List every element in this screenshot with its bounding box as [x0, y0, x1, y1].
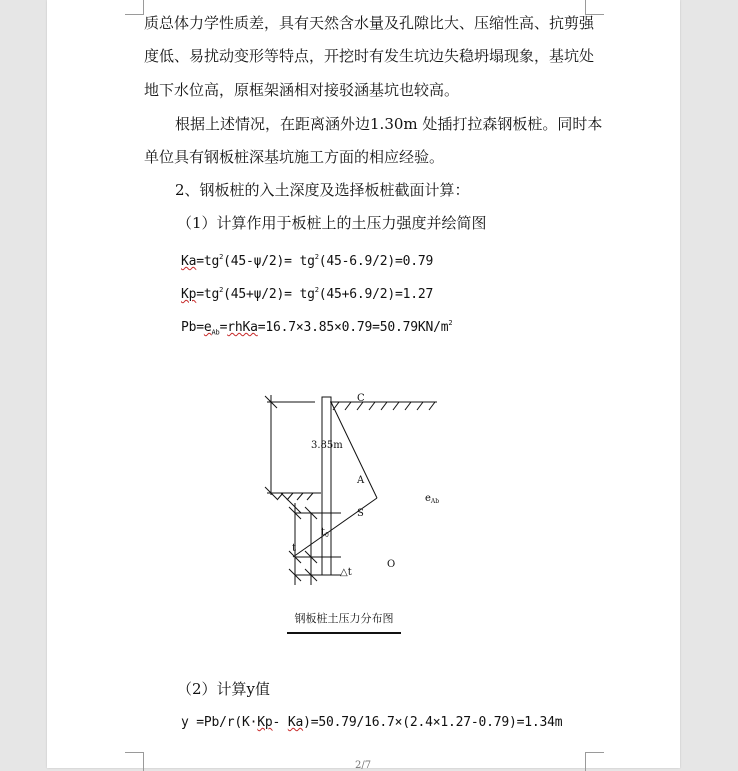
label-delta-t: △t	[340, 567, 352, 578]
bottom-hatch	[297, 493, 303, 500]
paragraph2-line2: 单位具有钢板桩深基坑施工方面的相应经验。	[144, 148, 445, 166]
paragraph1-line2: 度低、易扰动变形等特点，开挖时有发生坑边失稳坍塌现象，基坑处	[144, 47, 595, 65]
crop-mark-top-left	[125, 0, 144, 15]
pb-part-c: =16.7×3.85×0.79=50.79KN/m	[257, 320, 449, 335]
paragraph1-line3: 地下水位高，原框架涵相对接驳涵基坑也较高。	[144, 81, 460, 99]
label-e-sub: Ab	[430, 498, 440, 505]
kp-formula	[181, 280, 641, 305]
paragraph2-line1: 根据上述情况，在距离涵外边1.30m 处插打拉森钢板桩。同时本	[175, 115, 603, 133]
ka-part-c: (45-6.9/2)=0.79	[318, 254, 434, 269]
ka-sup-1: 2	[219, 253, 224, 261]
bottom-hatch	[307, 493, 313, 500]
figure-caption: 钢板桩土压力分布图	[287, 610, 401, 634]
ground-hatch	[345, 402, 351, 410]
pb-part-b: =	[219, 320, 228, 335]
sub2-heading: （2）计算y值	[177, 680, 271, 698]
y-ka: Ka	[287, 715, 304, 730]
label-o: O	[387, 559, 396, 570]
bottom-hatch	[287, 493, 293, 500]
label-depth: 3.85m	[311, 440, 343, 451]
paragraph1-line1: 质总体力学性质差，具有天然含水量及孔隙比大、压缩性高、抗剪强	[144, 14, 595, 32]
label-e-main: e	[425, 493, 431, 504]
section2-heading: 2、钢板桩的入土深度及选择板桩截面计算：	[175, 181, 470, 199]
pb-rhka: rhKa	[227, 320, 258, 335]
kp-label: Kp	[181, 287, 197, 302]
ground-hatch	[369, 402, 375, 410]
document-page	[47, 0, 680, 771]
ka-label: Ka	[181, 254, 197, 269]
ka-formula	[181, 247, 641, 272]
ground-hatch	[429, 402, 435, 410]
ka-part-a: =tg	[196, 254, 220, 269]
ka-sup-2: 2	[314, 253, 319, 261]
kp-sup-1: 2	[219, 286, 224, 294]
y-kp: Kp	[257, 715, 273, 730]
y-formula	[181, 713, 641, 733]
label-a: A	[357, 475, 365, 486]
pb-e: e	[203, 320, 212, 335]
label-t0-main: t	[321, 527, 326, 538]
label-t: t	[292, 543, 297, 554]
pb-e-ab	[204, 320, 220, 335]
y-part-b: -	[272, 715, 288, 730]
crop-mark-bottom-right	[585, 752, 604, 771]
pb-part-a: Pb=	[181, 320, 204, 335]
ground-hatch	[393, 402, 399, 410]
sheet-pile-pressure-diagram	[237, 385, 447, 590]
kp-sup-2: 2	[314, 286, 319, 294]
crop-mark-bottom-left	[125, 752, 144, 771]
y-part-a: y =Pb/r(K·	[181, 715, 258, 730]
ka-part-b: (45-ψ/2)= tg	[223, 254, 315, 269]
y-part-c: )=50.79/16.7×(2.4×1.27-0.79)=1.34m	[303, 715, 563, 730]
pb-formula	[181, 313, 641, 343]
pb-e-sub: Ab	[211, 328, 220, 337]
label-e	[425, 493, 439, 505]
ground-hatch	[417, 402, 423, 410]
kp-part-b: (45+ψ/2)= tg	[223, 287, 315, 302]
sheet-pile	[322, 397, 331, 575]
label-c: C	[357, 393, 365, 404]
label-t0	[321, 527, 329, 539]
ground-hatch	[405, 402, 411, 410]
ground-hatch	[381, 402, 387, 410]
label-s: S	[357, 508, 364, 519]
kp-part-a: =tg	[196, 287, 220, 302]
pressure-diagonal	[293, 498, 377, 557]
sub1-heading: （1）计算作用于板桩上的土压力强度并绘简图	[177, 214, 487, 232]
kp-part-c: (45+6.9/2)=1.27	[318, 287, 434, 302]
pb-sup: 2	[448, 319, 453, 327]
label-t0-sub: 0	[325, 532, 329, 539]
page-number: 2/7	[355, 760, 372, 771]
